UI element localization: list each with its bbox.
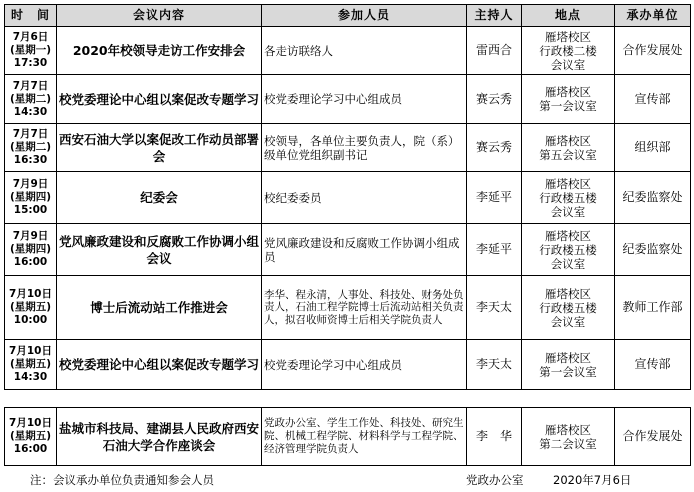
meeting-location: 雁塔校区 第一会议室 — [522, 75, 615, 124]
meeting-location: 雁塔校区 行政楼五楼 会议室 — [522, 276, 615, 340]
meeting-time: 7月10日 (星期五) 16:00 — [5, 408, 57, 466]
meeting-organizer: 宣传部 — [615, 75, 691, 124]
meeting-title: 校党委理论中心组以案促改专题学习 — [57, 340, 262, 390]
table-row — [5, 75, 691, 124]
meeting-attendees: 各走访联络人 — [262, 27, 467, 75]
meeting-location: 雁塔校区 行政楼二楼 会议室 — [522, 27, 615, 75]
header-organizer: 承办单位 — [615, 5, 691, 27]
meeting-attendees: 校领导，各单位主要负责人，院（系）级单位党组织副书记 — [262, 124, 467, 172]
meeting-attendees: 校纪委委员 — [262, 172, 467, 224]
table-row — [5, 124, 691, 172]
meeting-title: 盐城市科技局、建湖县人民政府西安石油大学合作座谈会 — [57, 408, 262, 466]
table-row — [5, 340, 691, 390]
meeting-host: 李延平 — [467, 224, 522, 276]
meeting-title: 党风廉政建设和反腐败工作协调小组会议 — [57, 224, 262, 276]
meeting-time: 7月9日 (星期四) 16:00 — [5, 224, 57, 276]
meeting-attendees: 党政办公室、学生工作处、科技处、研究生院、机械工程学院、材料科学与工程学院、经济管理学院负责人 — [262, 408, 467, 466]
meeting-organizer: 合作发展处 — [615, 408, 691, 466]
table-row — [5, 27, 691, 75]
meeting-location: 雁塔校区 第二会议室 — [522, 408, 615, 466]
table-row — [5, 172, 691, 224]
table-row — [5, 408, 691, 466]
meeting-time: 7月10日 (星期五) 10:00 — [5, 276, 57, 340]
meeting-attendees: 校党委理论学习中心组成员 — [262, 75, 467, 124]
header-time: 时 间 — [5, 5, 57, 27]
meeting-time: 7月9日 (星期四) 15:00 — [5, 172, 57, 224]
meeting-organizer: 组织部 — [615, 124, 691, 172]
schedule-table — [4, 4, 691, 390]
meeting-title: 西安石油大学以案促改工作动员部署会 — [57, 124, 262, 172]
meeting-organizer: 合作发展处 — [615, 27, 691, 75]
table-header-row — [5, 5, 691, 27]
meeting-location: 雁塔校区 行政楼五楼 会议室 — [522, 224, 615, 276]
header-attendees: 参加人员 — [262, 5, 467, 27]
meeting-organizer: 纪委监察处 — [615, 224, 691, 276]
meeting-time: 7月7日 (星期二) 14:30 — [5, 75, 57, 124]
meeting-title: 校党委理论中心组以案促改专题学习 — [57, 75, 262, 124]
schedule-table-last — [4, 407, 691, 466]
meeting-time: 7月7日 (星期二) 16:30 — [5, 124, 57, 172]
meeting-attendees: 李华、程永清，人事处、科技处、财务处负责人，石油工程学院博士后流动站相关负责人，拟召收师资博士后相关学院负责人 — [262, 276, 467, 340]
meeting-organizer: 纪委监察处 — [615, 172, 691, 224]
table-row — [5, 224, 691, 276]
meeting-time: 7月10日 (星期五) 14:30 — [5, 340, 57, 390]
header-host: 主持人 — [467, 5, 522, 27]
meeting-location: 雁塔校区 第五会议室 — [522, 124, 615, 172]
meeting-location: 雁塔校区 第一会议室 — [522, 340, 615, 390]
meeting-host: 雷西合 — [467, 27, 522, 75]
footer-date: 2020年7月6日 — [553, 473, 632, 487]
meeting-attendees: 校党委理论学习中心组成员 — [262, 340, 467, 390]
header-location: 地点 — [522, 5, 615, 27]
table-row — [5, 276, 691, 340]
meeting-host: 李 华 — [467, 408, 522, 466]
footer-note: 注：会议承办单位负责通知参会人员 — [30, 473, 214, 487]
meeting-location: 雁塔校区 行政楼五楼 会议室 — [522, 172, 615, 224]
meeting-attendees: 党风廉政建设和反腐败工作协调小组成员 — [262, 224, 467, 276]
meeting-title: 博士后流动站工作推进会 — [57, 276, 262, 340]
meeting-organizer: 教师工作部 — [615, 276, 691, 340]
meeting-title: 2020年校领导走访工作安排会 — [57, 27, 262, 75]
header-content: 会议内容 — [57, 5, 262, 27]
footer-office: 党政办公室 — [466, 473, 524, 487]
meeting-host: 李天太 — [467, 340, 522, 390]
meeting-organizer: 宣传部 — [615, 340, 691, 390]
meeting-title: 纪委会 — [57, 172, 262, 224]
meeting-host: 李天太 — [467, 276, 522, 340]
meeting-host: 赛云秀 — [467, 75, 522, 124]
meeting-host: 李延平 — [467, 172, 522, 224]
meeting-host: 赛云秀 — [467, 124, 522, 172]
meeting-time: 7月6日 (星期一) 17:30 — [5, 27, 57, 75]
